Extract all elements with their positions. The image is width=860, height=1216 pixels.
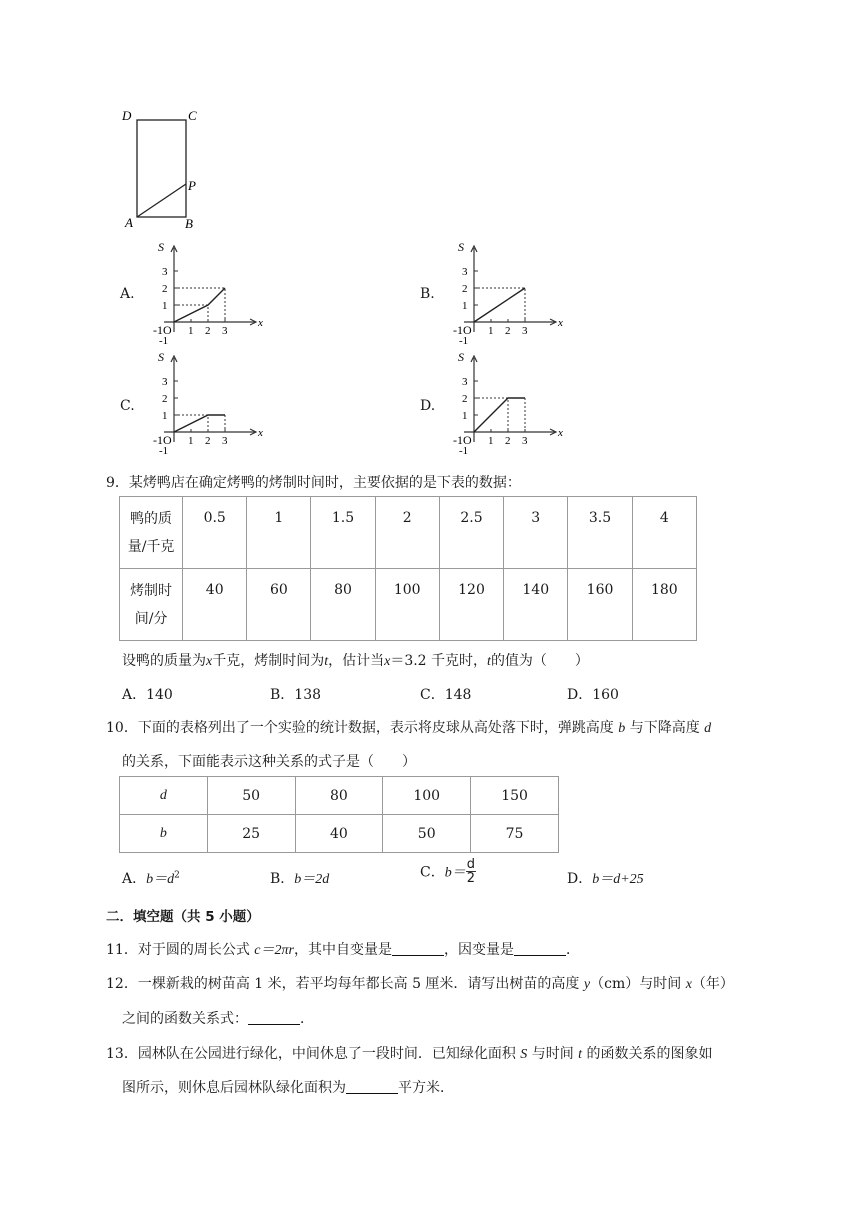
x-tick-label: 3 (522, 435, 528, 447)
option-A-graph[interactable] (120, 240, 263, 347)
x-tick-label: 2 (205, 435, 211, 447)
q9-option-A[interactable]: A．140 (122, 687, 173, 703)
table-cell: 25 (207, 815, 295, 853)
y-tick-label: 1 (462, 410, 468, 422)
q10-option-A[interactable]: A．$b=d^2$ (122, 870, 180, 887)
y-axis-label: S (458, 350, 464, 364)
graph-svg (444, 240, 563, 347)
option-D-graph[interactable] (420, 350, 563, 457)
table-cell: 60 (247, 569, 311, 641)
option-label: B. (420, 286, 435, 302)
y-axis-label: S (458, 240, 464, 254)
table-cell: 80 (295, 777, 383, 815)
x-tick-label: 3 (222, 435, 228, 447)
q9-header-time: 烤制时 间/分 (120, 569, 183, 641)
section-heading: 二．填空题（共 5 小题） (106, 909, 260, 925)
x-tick-label: 1 (488, 325, 494, 337)
table-cell: 50 (207, 777, 295, 815)
table-cell: 2 (375, 497, 439, 569)
y-tick-label: 2 (162, 393, 168, 405)
table-cell: 160 (568, 569, 632, 641)
q10-line2: 的关系，下面能表示这种关系的式子是（ ） (122, 754, 416, 770)
y-axis-label: S (158, 350, 164, 364)
option-label: C. (120, 398, 135, 414)
q9-header-mass: 鸭的质 量/千克 (120, 497, 183, 569)
table-cell: b (120, 815, 208, 853)
q13-line2: 图所示，则休息后园林队绿化面积为 平方米． (122, 1080, 454, 1096)
q9-title: 9．某烤鸭店在确定烤鸭的烤制时间时，主要依据的是下表的数据： (106, 475, 521, 491)
y-tick-label: 1 (162, 410, 168, 422)
graph-line (474, 398, 525, 432)
graph-line (474, 288, 525, 322)
x-axis-label: x (258, 317, 263, 329)
table-cell: 80 (311, 569, 375, 641)
label-C: C (188, 108, 197, 123)
rectangle-figure (118, 104, 218, 234)
x-axis-label: x (558, 317, 563, 329)
table-cell: 150 (471, 777, 559, 815)
table-cell: 40 (183, 569, 247, 641)
fraction: $\frac{d}{2}$ (466, 857, 475, 886)
origin-label: -1O (153, 323, 172, 337)
x-tick-label: 2 (505, 435, 511, 447)
q9-question: 设鸭的质量为x千克，烤制时间为t，估计当x＝3.2 千克时，t的值为（ ） (122, 653, 589, 669)
table-cell: d (120, 777, 208, 815)
table-cell: 2.5 (439, 497, 503, 569)
y-tick-label: 3 (462, 266, 468, 278)
table-cell: 180 (632, 569, 696, 641)
graph-line (174, 415, 225, 432)
label-P: P (188, 178, 196, 193)
x-axis-label: x (558, 427, 563, 439)
neg-label: -1 (459, 445, 469, 457)
table-cell: 0.5 (183, 497, 247, 569)
answer-blank[interactable] (346, 1079, 398, 1094)
table-cell: 100 (375, 569, 439, 641)
option-C-graph[interactable] (120, 350, 263, 457)
answer-blank[interactable] (514, 941, 566, 956)
q12-line1: 12．一棵新栽的树苗高 1 米，若平均每年都长高 5 厘米．请写出树苗的高度 y（cm）与时间 x（年） (106, 976, 734, 992)
q12-line2: 之间的函数关系式： ． (122, 1011, 314, 1027)
option-B-graph[interactable] (420, 240, 563, 347)
table-cell: 140 (504, 569, 568, 641)
table-cell: 120 (439, 569, 503, 641)
table-cell: 40 (295, 815, 383, 853)
table-cell: 3.5 (568, 497, 632, 569)
label-D: D (122, 108, 132, 123)
y-tick-label: 2 (462, 393, 468, 405)
table-cell: 1 (247, 497, 311, 569)
graph-svg (144, 350, 263, 457)
table-cell: 3 (504, 497, 568, 569)
x-tick-label: 1 (488, 435, 494, 447)
origin-label: -1O (453, 323, 472, 337)
neg-label: -1 (159, 335, 169, 347)
table-cell: 75 (471, 815, 559, 853)
q9-option-D[interactable]: D．160 (567, 687, 619, 703)
q9-table (119, 496, 697, 641)
answer-blank[interactable] (392, 941, 444, 956)
y-tick-label: 3 (162, 266, 168, 278)
q10-option-D[interactable]: D．b＝d+25 (567, 871, 644, 887)
q10-table (119, 776, 559, 853)
q13-line1: 13．园林队在公园进行绿化，中间休息了一段时间．已知绿化面积 S 与时间 t 的函数关系的图象如 (106, 1046, 713, 1062)
y-tick-label: 1 (462, 300, 468, 312)
table-cell: 100 (383, 777, 471, 815)
y-tick-label: 2 (162, 283, 168, 295)
y-tick-label: 2 (462, 283, 468, 295)
q9-option-B[interactable]: B．138 (270, 687, 322, 703)
y-tick-label: 1 (162, 300, 168, 312)
neg-label: -1 (459, 335, 469, 347)
x-tick-label: 3 (522, 325, 528, 337)
x-tick-label: 1 (188, 435, 194, 447)
option-label: D. (420, 398, 436, 414)
y-axis-label: S (158, 240, 164, 254)
q9-option-C[interactable]: C．148 (420, 687, 472, 703)
x-tick-label: 3 (222, 325, 228, 337)
neg-label: -1 (159, 445, 169, 457)
x-tick-label: 2 (505, 325, 511, 337)
origin-label: -1O (153, 433, 172, 447)
q10-option-B[interactable]: B．b＝2d (270, 871, 330, 887)
origin-label: -1O (453, 433, 472, 447)
q11: 11．对于圆的周长公式 c＝2πr，其中自变量是 ，因变量是 ． (106, 942, 580, 958)
y-tick-label: 3 (162, 376, 168, 388)
x-tick-label: 2 (205, 325, 211, 337)
table-cell: 4 (632, 497, 696, 569)
x-axis-label: x (258, 427, 263, 439)
table-cell: 50 (383, 815, 471, 853)
q10-option-C[interactable]: C．b＝ $\frac{d}{2}$ (420, 857, 475, 886)
table-cell: 1.5 (311, 497, 375, 569)
q10-line1: 10．下面的表格列出了一个实验的统计数据，表示将皮球从高处落下时，弹跳高度 b 与下降高度 d (106, 720, 712, 736)
y-tick-label: 3 (462, 376, 468, 388)
answer-blank[interactable] (248, 1010, 300, 1025)
x-tick-label: 1 (188, 325, 194, 337)
option-label: A. (120, 286, 135, 302)
label-A: A (125, 215, 133, 230)
graph-svg (444, 350, 563, 457)
label-B: B (185, 216, 193, 231)
graph-svg (144, 240, 263, 347)
